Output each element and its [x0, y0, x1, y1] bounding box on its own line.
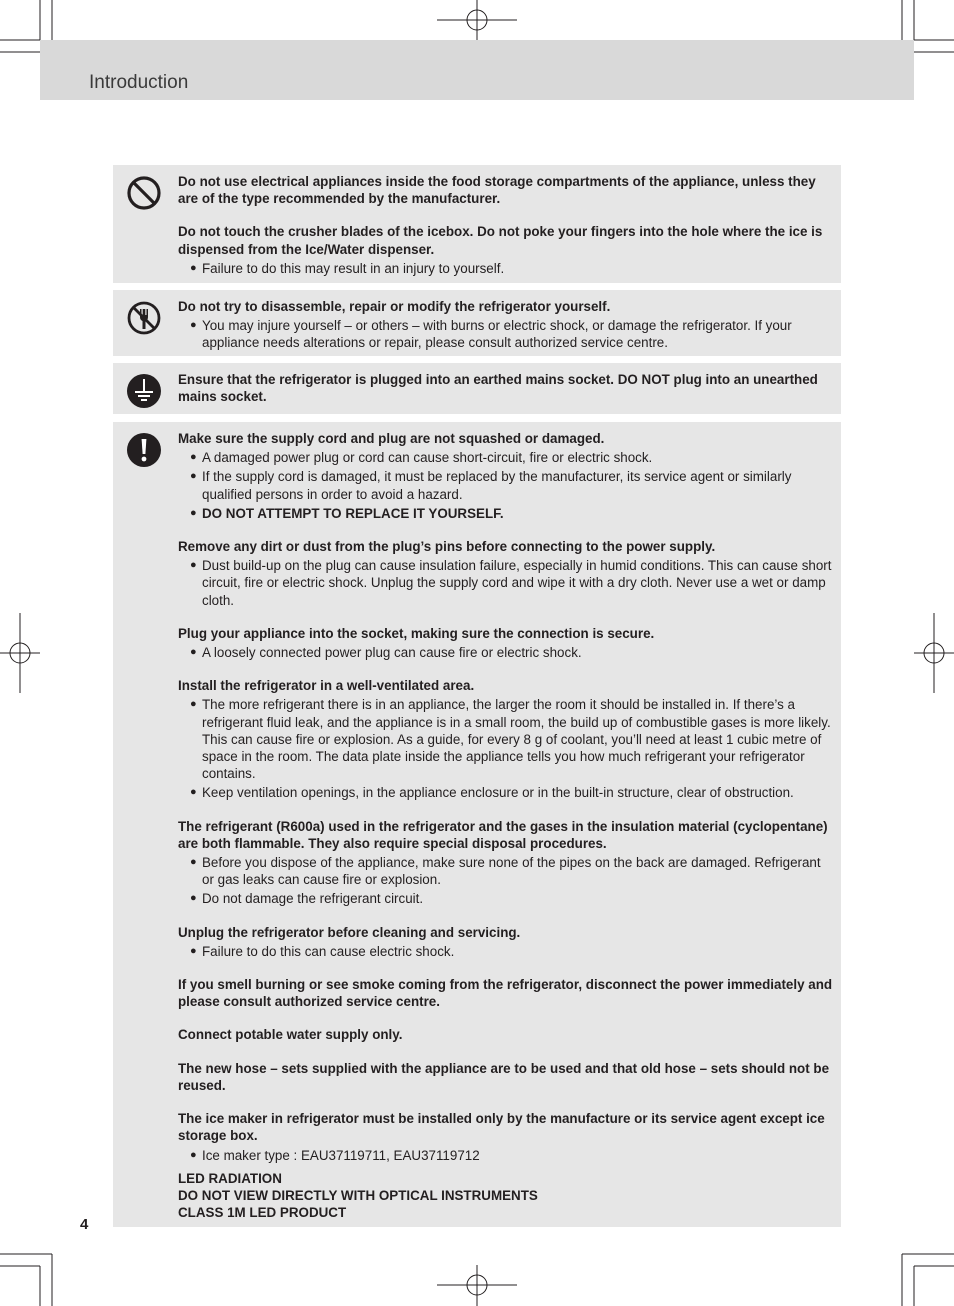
warning-box-electrical — [113, 165, 841, 283]
warning-heading: Unplug the refrigerator before cleaning and servicing. — [178, 924, 521, 940]
warning-heading: Install the refrigerator in a well-ventilated area. — [178, 678, 475, 694]
warning-heading: LED RADIATION — [178, 1170, 282, 1186]
warning-heading: Remove any dirt or dust from the plug’s pins before connecting to the power supply. — [178, 539, 716, 555]
bullet-item: ● You may injure yourself – or others – with burns or electric shock, or damage the refrigerator. If your appliance needs alterations or repair, please consult authorized service centre. — [178, 317, 834, 351]
spacer — [178, 609, 834, 625]
warning-heading: Make sure the supply cord and plug are not squashed or damaged. — [178, 431, 605, 446]
bullet-item: ● A loosely connected power plug can cause fire or electric shock. — [178, 644, 834, 661]
spacer — [178, 522, 834, 538]
spacer — [178, 661, 834, 677]
earth-ground-icon — [126, 373, 162, 409]
bullet-item: ● Ice maker type : EAU37119711, EAU37119712 — [178, 1147, 834, 1164]
bullet-item: ● Do not damage the refrigerant circuit. — [178, 890, 834, 907]
section-content — [178, 430, 834, 1221]
spacer — [178, 1094, 834, 1110]
warning-heading: If you smell burning or see smoke coming from the refrigerator, disconnect the power immediately and please consult authorized service centre. — [178, 977, 833, 1010]
do-not-disassemble-icon — [126, 300, 162, 336]
bullet-item: ● The more refrigerant there is in an appliance, the larger the room it should be installed in. If there’s a refrigerant fluid leak, and the appliance is in a small room, the build up of combustible gases is more likely. This can cause fire or explosion. As a guide, for every 8 g of coolant, you’ll need at least 1 cubic metre of space in the room. The data plate inside the appliance tells you how much refrigerant your refrigerator contains. — [178, 696, 834, 782]
warning-box-disassemble — [113, 290, 841, 356]
bullet-item: ● If the supply cord is damaged, it must be replaced by the manufacturer, its service agent or similarly qualified persons in order to avoid a hazard. — [178, 468, 834, 502]
warning-heading: Do not try to disassemble, repair or modify the refrigerator yourself. — [178, 299, 611, 314]
bullet-item: ● DO NOT ATTEMPT TO REPLACE IT YOURSELF. — [178, 505, 834, 522]
bullet-item: ● Before you dispose of the appliance, make sure none of the pipes on the back are damaged. Refrigerant or gas leaks can cause fire or explosion. — [178, 854, 834, 888]
spacer — [178, 1010, 834, 1026]
warning-heading: The refrigerant (R600a) used in the refrigerator and the gases in the insulation material (cyclopentane) are both flammable. They also require special disposal procedures. — [178, 818, 828, 851]
warning-heading: Ensure that the refrigerator is plugged into an earthed mains socket. DO NOT plug into an unearthed mains socket. — [178, 372, 818, 405]
warning-heading: Plug your appliance into the socket, making sure the connection is secure. — [178, 625, 655, 641]
spacer — [178, 207, 834, 223]
header-bar — [40, 40, 914, 100]
warning-heading: DO NOT VIEW DIRECTLY WITH OPTICAL INSTRUMENTS — [178, 1187, 538, 1203]
warning-heading: The new hose – sets supplied with the appliance are to be used and that old hose – sets should not be reused. — [178, 1060, 830, 1093]
exclamation-icon — [126, 432, 162, 468]
warning-heading: The ice maker in refrigerator must be installed only by the manufacture or its service agent except ice storage box. — [178, 1111, 825, 1144]
bullet-item: ● Keep ventilation openings, in the appliance enclosure or in the built-in structure, clear of obstruction. — [178, 784, 834, 801]
warning-heading: Do not use electrical appliances inside the food storage compartments of the appliance, unless they are of the type recommended by the manufacturer. — [178, 174, 816, 207]
spacer — [178, 908, 834, 924]
bullet-item: ● A damaged power plug or cord can cause short-circuit, fire or electric shock. — [178, 449, 834, 466]
spacer — [178, 960, 834, 976]
bullet-item: ● Dust build-up on the plug can cause insulation failure, especially in humid conditions. This can cause short circuit, fire or electric shock. Unplug the supply cord and wipe it with a dry cloth. Never use a wet or damp cloth. — [178, 557, 834, 609]
warning-heading: Do not touch the crusher blades of the icebox. Do not poke your fingers into the hole where the ice is dispensed from the Ice/Water dispenser. — [178, 224, 823, 257]
prohibited-icon — [126, 175, 162, 211]
page-number: 4 — [80, 1216, 89, 1233]
section-content — [178, 298, 834, 352]
warning-heading: Connect potable water supply only. — [178, 1027, 403, 1043]
spacer — [178, 1044, 834, 1060]
bullet-item: ● Failure to do this can cause electric shock. — [178, 943, 834, 960]
warning-heading: CLASS 1M LED PRODUCT — [178, 1205, 347, 1221]
spacer — [178, 802, 834, 818]
bullet-item: ● Failure to do this may result in an injury to yourself. — [178, 260, 834, 277]
section-content — [178, 173, 834, 277]
warning-box-mandatory — [113, 422, 841, 1227]
page-title: Introduction — [89, 72, 189, 93]
section-content — [178, 371, 834, 405]
warning-box-earthing — [113, 363, 841, 414]
